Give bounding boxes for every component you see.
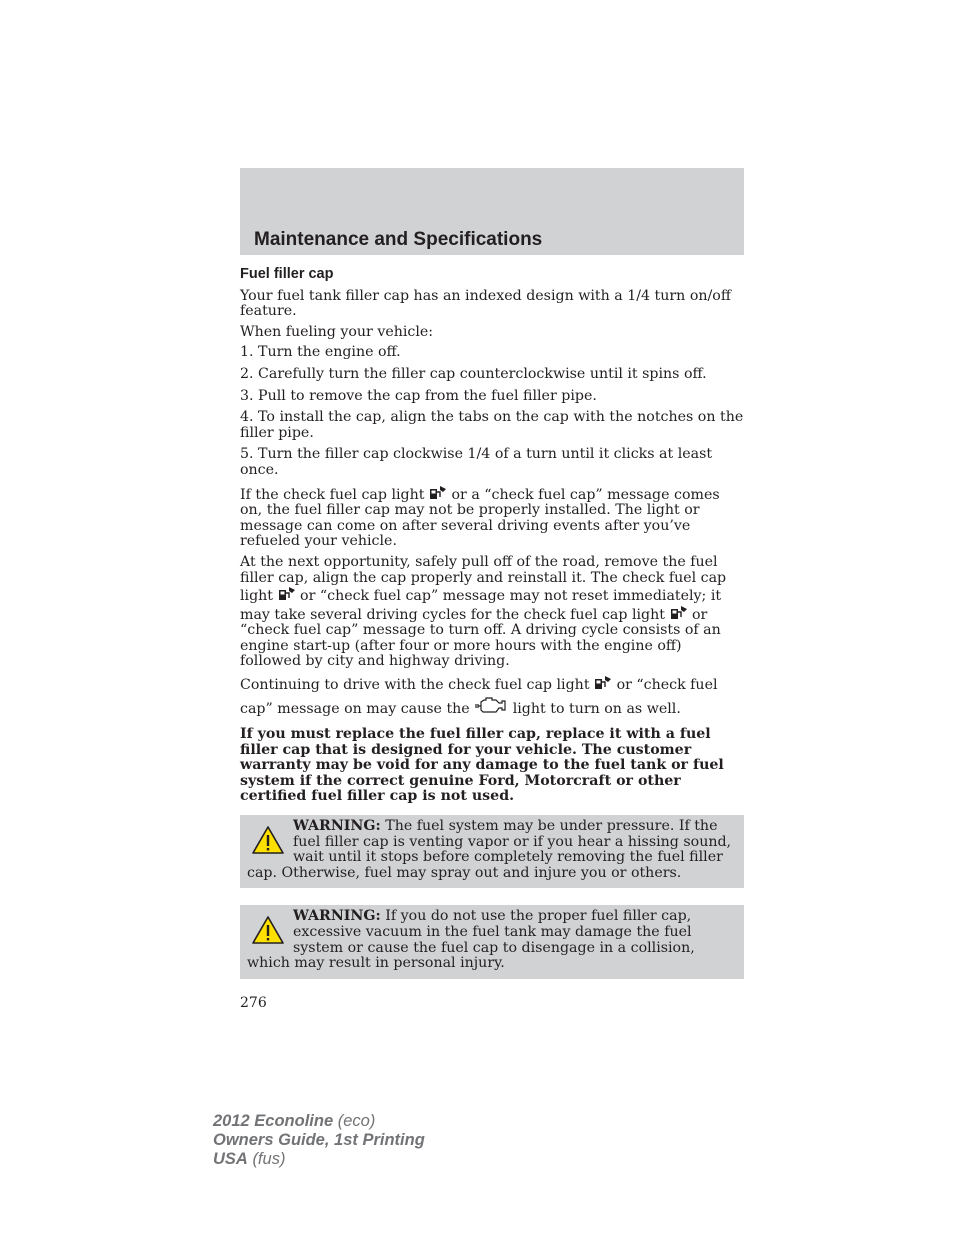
text-span: or “check fuel cap” message to turn off. A driving cycle consists of an engine start-up (after four or more hours with the engine off) followed by city and highway driving. xyxy=(240,606,721,670)
page-title: Maintenance and Specifications xyxy=(254,229,543,250)
footer-code: (eco) xyxy=(337,1112,376,1130)
text-span: or “check fuel cap” message may not reset immediately; it may take several driving cycles for the check fuel cap light xyxy=(240,588,722,623)
header-band xyxy=(240,168,744,255)
check-engine-icon xyxy=(474,695,508,715)
warning-triangle-icon xyxy=(251,915,285,945)
opportunity-paragraph xyxy=(240,555,744,670)
text-span: light to turn on as well. xyxy=(512,701,681,718)
warning-box xyxy=(240,905,744,978)
warning-text: The fuel system may be under pressure. If the fuel filler cap is venting vapor or if you hear a hissing sound, wait until it stops before completely removing the fuel filler cap. Otherwise, fuel may spray out and injure you or others. xyxy=(247,818,732,881)
page-number: 276 xyxy=(240,994,267,1011)
footer-line xyxy=(213,1112,425,1131)
check-light-paragraph xyxy=(240,485,744,550)
footer-model: 2012 Econoline xyxy=(213,1112,334,1130)
fuel-cap-icon xyxy=(670,605,688,621)
warning-text: If you do not use the proper fuel filler cap, excessive vacuum in the fuel tank may damage the fuel system or cause the fuel cap to disengage in a collision, which may result in personal injury. xyxy=(247,908,695,972)
fuel-cap-icon xyxy=(594,675,612,691)
warning-label: WARNING: xyxy=(293,818,381,835)
list-item: 5. Turn the filler cap clockwise 1/4 of a turn until it clicks at least once. xyxy=(240,446,713,478)
list-item: 3. Pull to remove the cap from the fuel filler pipe. xyxy=(240,387,597,404)
section-title: Fuel filler cap xyxy=(240,266,334,282)
footer-market: USA xyxy=(213,1150,248,1168)
warning-triangle-icon xyxy=(251,825,285,855)
text-span: or “check fuel cap” message on may cause the xyxy=(240,677,718,718)
replacement-notice: If you must replace the fuel filler cap, replace it with a fuel filler cap that is designed for your vehicle. The customer warranty may be void for any damage to the fuel tank or fuel system if the correct genuine Ford, Motorcraft or other certified fuel filler cap is not used. xyxy=(240,726,724,805)
list-item: 2. Carefully turn the filler cap counterclockwise until it spins off. xyxy=(240,365,707,382)
list-item: 4. To install the cap, align the tabs on the cap with the notches on the filler pipe. xyxy=(240,409,744,441)
footer-code: (fus) xyxy=(252,1150,286,1168)
content xyxy=(240,267,744,1011)
footer-line xyxy=(213,1150,425,1169)
text-span: At the next opportunity, safely pull off of the road, remove the fuel filler cap, align the cap properly and reinstall it. The check fuel cap light xyxy=(240,553,727,605)
warning-box xyxy=(240,815,744,888)
text-span: If the check fuel cap light xyxy=(240,486,425,503)
list-item: 1. Turn the engine off. xyxy=(240,344,401,361)
warning-label: WARNING: xyxy=(293,908,381,925)
footer xyxy=(213,1112,425,1169)
text-span: Continuing to drive with the check fuel cap light xyxy=(240,677,590,694)
intro-paragraph: Your fuel tank filler cap has an indexed design with a 1/4 turn on/off feature. xyxy=(240,287,731,320)
when-paragraph: When fueling your vehicle: xyxy=(240,323,434,340)
text-span: or a “check fuel cap” message comes on, the fuel filler cap may not be properly installed. The light or message can come on after several driving events after you’ve refueled your vehicle. xyxy=(240,486,720,550)
footer-line: Owners Guide, 1st Printing xyxy=(213,1131,425,1149)
fuel-cap-icon xyxy=(429,485,447,501)
continuing-paragraph xyxy=(240,675,744,719)
fuel-cap-icon xyxy=(278,586,296,602)
